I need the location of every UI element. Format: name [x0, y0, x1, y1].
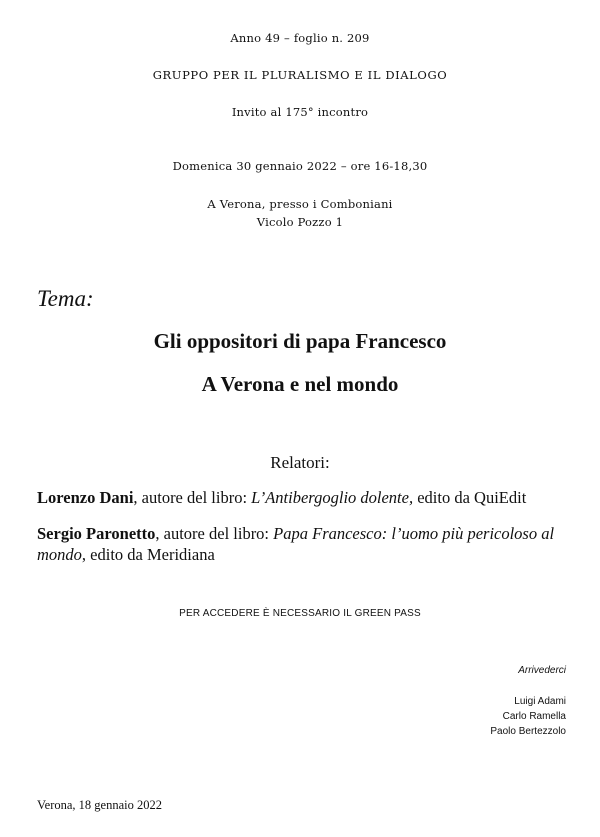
signatory-2: Carlo Ramella — [502, 711, 566, 722]
publisher: edito da QuiEdit — [413, 488, 527, 507]
speaker-name: Lorenzo Dani — [37, 488, 134, 507]
speaker-name: Sergio Paronetto — [37, 524, 156, 543]
book-title: L’Antibergoglio dolente, — [251, 488, 414, 507]
footer-date: Verona, 18 gennaio 2022 — [37, 798, 162, 812]
closing-text: Arrivederci — [518, 665, 566, 676]
signatory-3: Paolo Bertezzolo — [490, 726, 566, 737]
speaker-intro: , autore del libro: — [155, 524, 274, 543]
event-place: A Verona, presso i Comboniani — [207, 197, 393, 211]
closing-greeting — [518, 665, 566, 676]
speaker-2 — [37, 523, 572, 565]
speaker-1 — [37, 487, 572, 508]
issue-line: Anno 49 – foglio n. 209 — [230, 31, 370, 45]
invite-line: Invito al 175° incontro — [231, 105, 369, 119]
theme-label: Tema: — [37, 286, 94, 311]
signatory-1: Luigi Adami — [514, 696, 566, 707]
event-datetime: Domenica 30 gennaio 2022 – ore 16-18,30 — [172, 159, 428, 173]
publisher: , edito da Meridiana — [81, 545, 215, 564]
event-address: Vicolo Pozzo 1 — [256, 215, 344, 229]
theme-subtitle: A Verona e nel mondo — [201, 372, 399, 396]
group-name: GRUPPO PER IL PLURALISMO E IL DIALOGO — [152, 68, 448, 82]
speaker-intro: , autore del libro: — [133, 488, 252, 507]
green-pass-notice: PER ACCEDERE È NECESSARIO IL GREEN PASS — [179, 608, 421, 619]
book-title: Papa Francesco: l’uomo più pericoloso al mondo — [37, 524, 555, 564]
theme-title: Gli oppositori di papa Francesco — [153, 329, 447, 353]
speakers-heading: Relatori: — [270, 453, 330, 472]
